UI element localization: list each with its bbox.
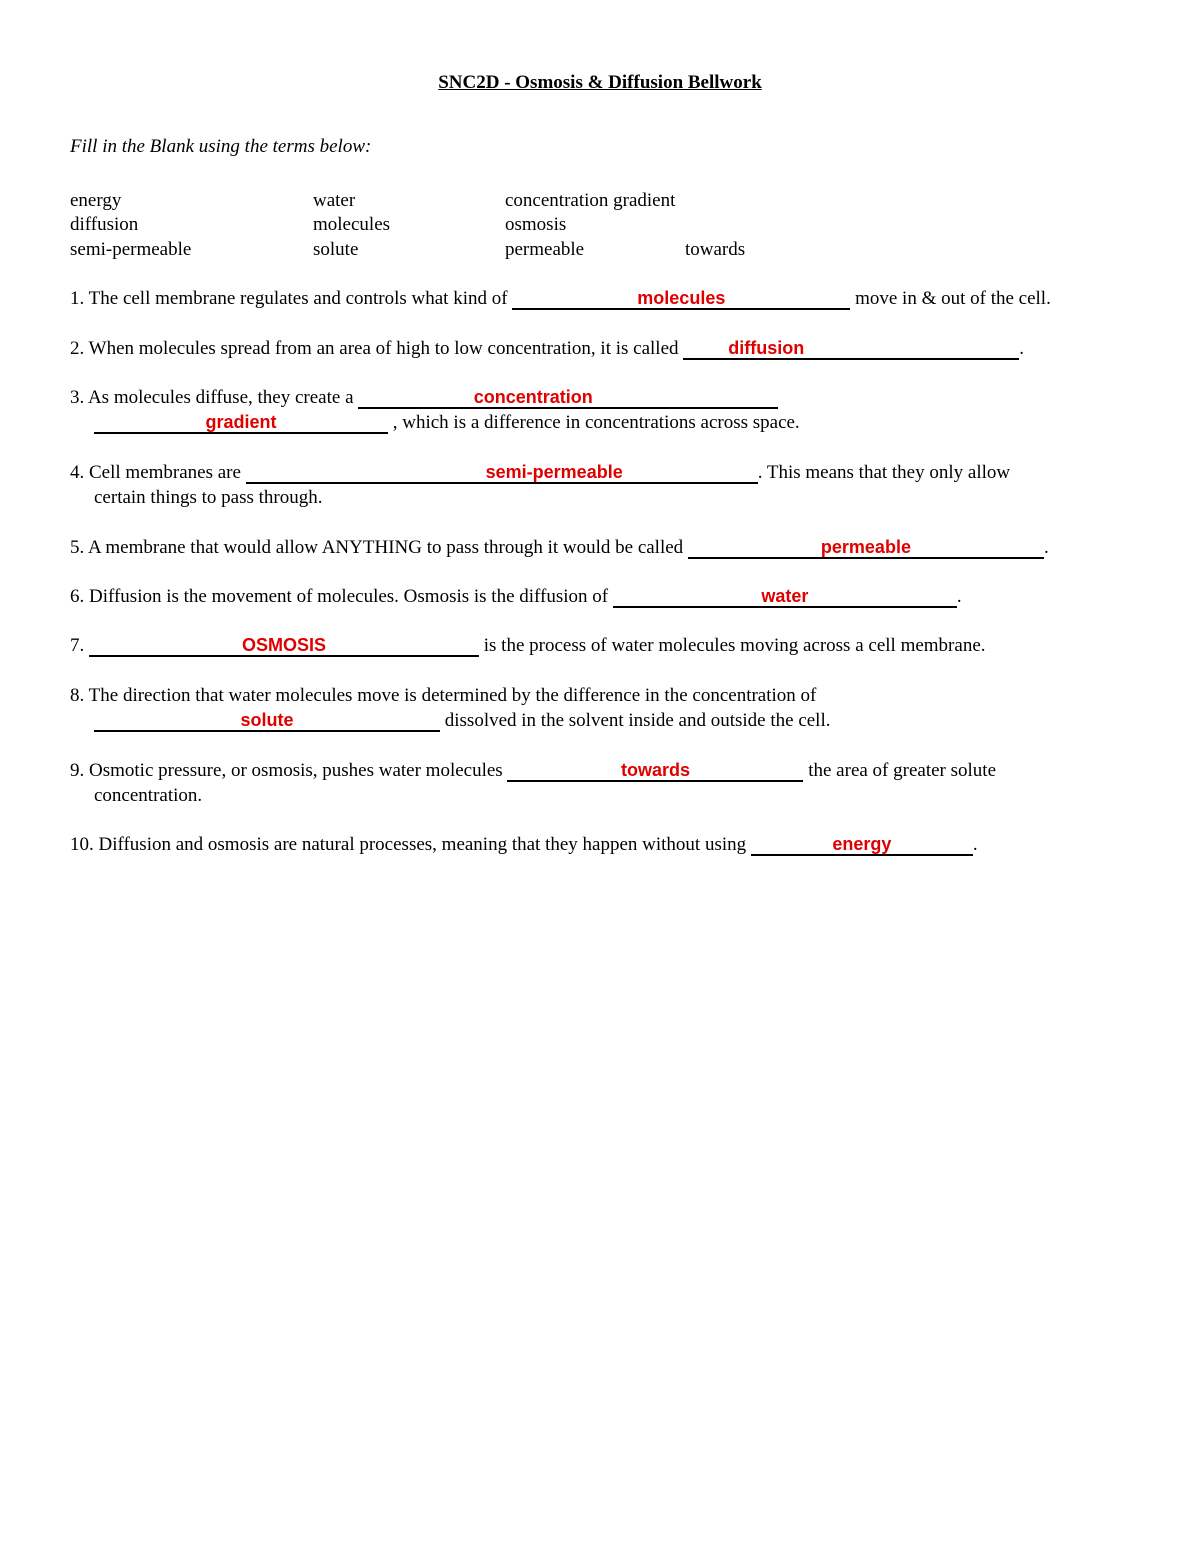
- question-10: 10. Diffusion and osmosis are natural processes, meaning that they happen without using energy .: [70, 834, 978, 855]
- question-4-line-2: certain things to pass through.: [94, 487, 323, 508]
- term: water: [313, 190, 356, 211]
- question-9-line-2: concentration.: [94, 785, 203, 806]
- question-3-line-2: gradient , which is a difference in concentrations across space.: [70, 410, 800, 436]
- answer: OSMOSIS: [241, 635, 326, 655]
- question-4: 4. Cell membranes are semi-permeable . This means that they only allow: [70, 462, 1011, 483]
- question-9: 9. Osmotic pressure, or osmosis, pushes water molecules towards the area of greater solute: [70, 760, 997, 781]
- term: solute: [313, 239, 359, 260]
- answer-blank[interactable]: [94, 412, 388, 434]
- question-7: 7. OSMOSIS is the process of water molecules moving across a cell membrane.: [70, 635, 986, 656]
- answer: molecules: [637, 288, 726, 308]
- answer: semi-permeable: [485, 462, 623, 482]
- term: energy: [70, 190, 122, 211]
- answer-blank[interactable]: [512, 288, 850, 310]
- question-6: 6. Diffusion is the movement of molecules. Osmosis is the diffusion of water .: [70, 586, 962, 607]
- question-3: 3. As molecules diffuse, they create a concentration: [70, 385, 778, 411]
- term: diffusion: [70, 214, 139, 235]
- answer-blank[interactable]: [94, 710, 440, 732]
- answer: gradient: [205, 412, 277, 432]
- answer: diffusion: [728, 338, 805, 358]
- question-1: 1. The cell membrane regulates and controls what kind of molecules move in & out of the cell.: [70, 288, 1051, 309]
- answer-blank[interactable]: [246, 462, 758, 484]
- answer-blank[interactable]: [507, 760, 803, 782]
- instructions: Fill in the Blank using the terms below:: [70, 136, 372, 157]
- question-2: 2. When molecules spread from an area of high to low concentration, it is called diffusion .: [70, 338, 1025, 359]
- answer-blank[interactable]: [613, 586, 957, 608]
- term: semi-permeable: [70, 239, 192, 260]
- term: molecules: [313, 214, 391, 235]
- term: permeable: [505, 239, 585, 260]
- answer-blank[interactable]: [688, 537, 1044, 559]
- answer: towards: [620, 760, 690, 780]
- term: towards: [685, 239, 746, 260]
- answer: water: [761, 586, 809, 606]
- question-8: 8. The direction that water molecules move is determined by the difference in the concentration of: [70, 685, 817, 706]
- answer-blank[interactable]: [358, 387, 778, 409]
- question-8-line-2: solute dissolved in the solvent inside and outside the cell.: [70, 708, 831, 734]
- term: concentration gradient: [505, 190, 676, 211]
- term: osmosis: [505, 214, 567, 235]
- answer: concentration: [473, 387, 593, 407]
- answer: permeable: [820, 537, 911, 557]
- answer-blank[interactable]: [751, 834, 973, 856]
- question-5: 5. A membrane that would allow ANYTHING to pass through it would be called permeable .: [70, 537, 1049, 558]
- answer: solute: [240, 710, 294, 730]
- page-title: SNC2D - Osmosis & Diffusion Bellwork: [438, 72, 762, 93]
- answer: energy: [832, 834, 892, 854]
- answer-blank[interactable]: [89, 635, 479, 657]
- answer-blank[interactable]: [683, 338, 1019, 360]
